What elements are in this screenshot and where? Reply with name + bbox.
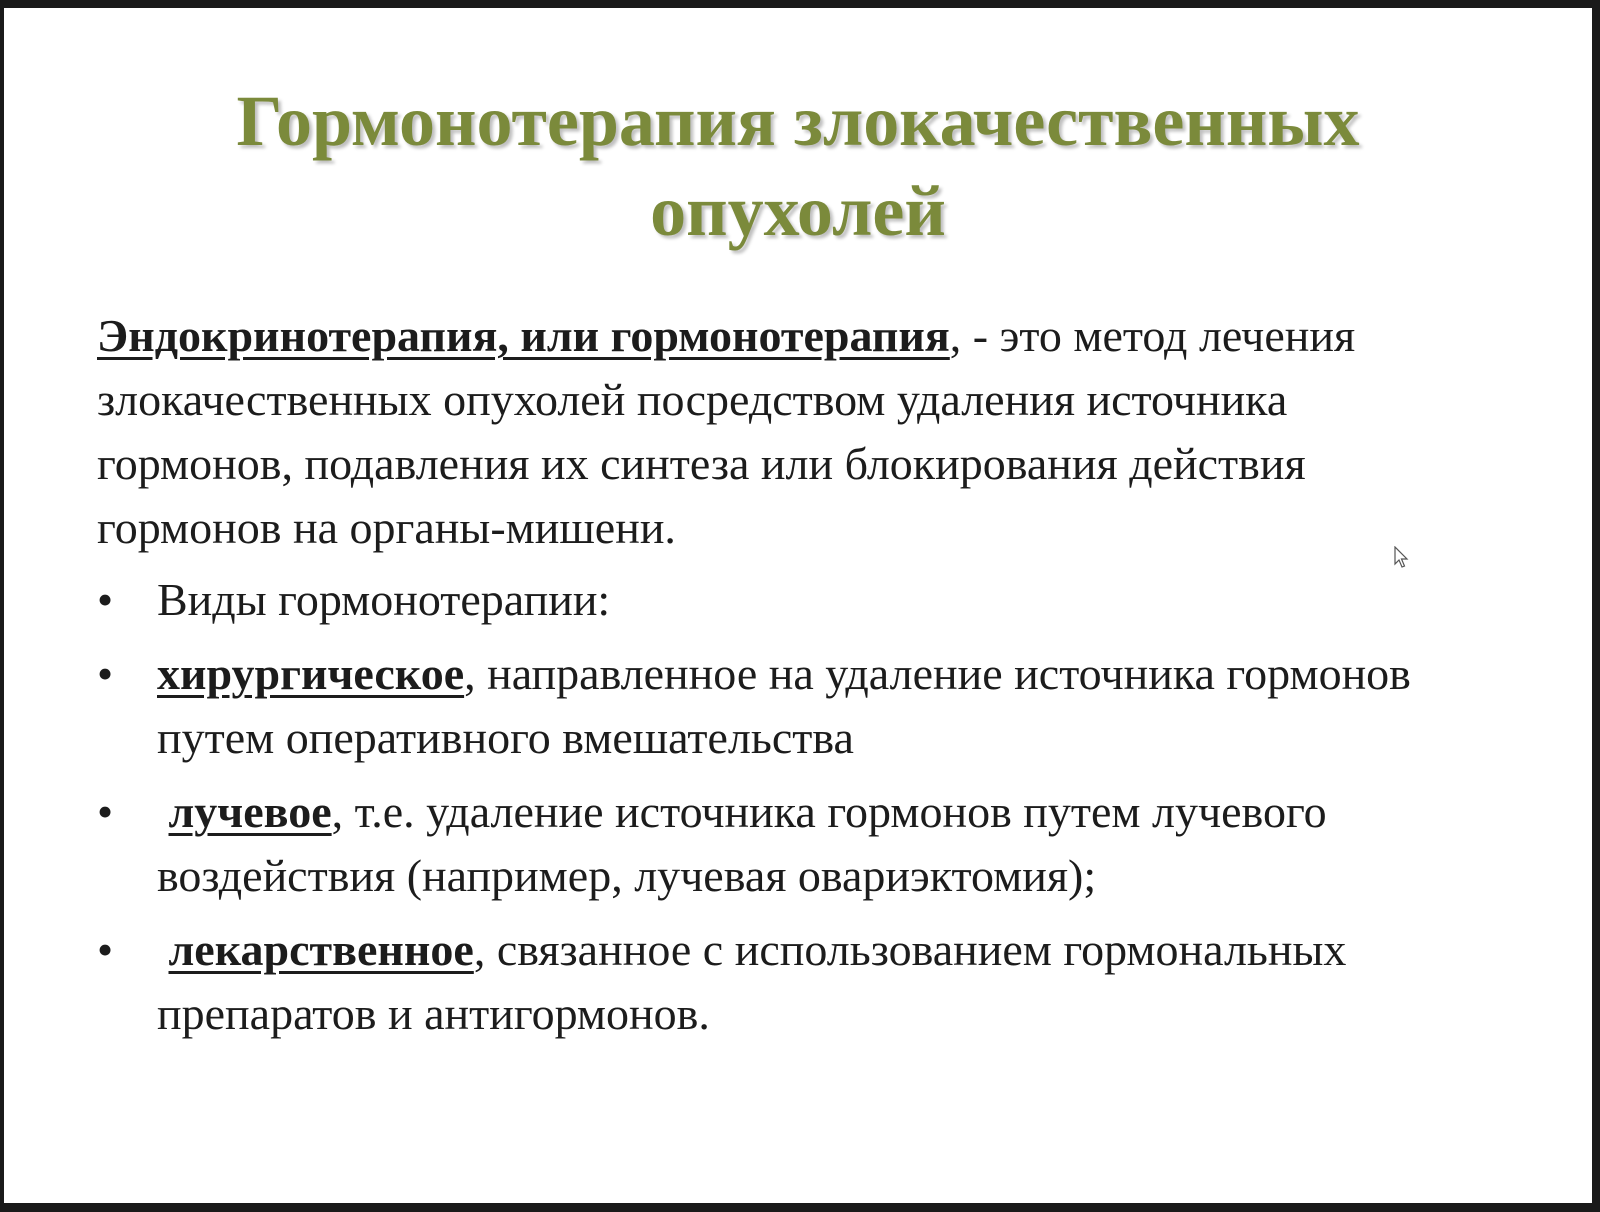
title-line-2: опухолей [650,171,946,251]
definition-term: Эндокринотерапия, или гормонотерапия [97,310,950,361]
bullet-dot: • [97,924,114,975]
definition-paragraph [97,304,1477,560]
list-item-term: лучевое [168,786,332,837]
bullet-dot: • [97,648,114,699]
slide-title [4,76,1592,256]
list-item-term: хирургическое [157,648,465,699]
list-item-drug [97,918,1517,1046]
hormone-therapy-types-list [97,568,1517,1056]
list-item-types-heading [97,568,1517,632]
definition-text: , - это метод лечения злокачественных опухолей посредством удаления источника гормонов, подавления их синтеза или блокирования действия гормонов на органы-мишени. [97,310,1356,553]
list-item-text: , направленное на удаление источника гормонов путем оперативного вмешательства [157,648,1411,763]
list-item-text: Виды гормонотерапии: [157,574,611,625]
list-item-radiation [97,780,1517,908]
slide [4,8,1592,1203]
bullet-dot: • [97,786,114,837]
list-item-text: , связанное с использованием гормональных препаратов и антигормонов. [157,924,1347,1039]
list-item-text: , т.е. удаление источника гормонов путем лучевого воздействия (например, лучевая овариэктомия); [157,786,1327,901]
list-item-surgical [97,642,1517,770]
title-line-1: Гормонотерапия злокачественных [236,81,1360,161]
mouse-pointer-icon [1394,546,1410,570]
list-item-term: лекарственное [168,924,474,975]
bullet-dot: • [97,574,114,625]
